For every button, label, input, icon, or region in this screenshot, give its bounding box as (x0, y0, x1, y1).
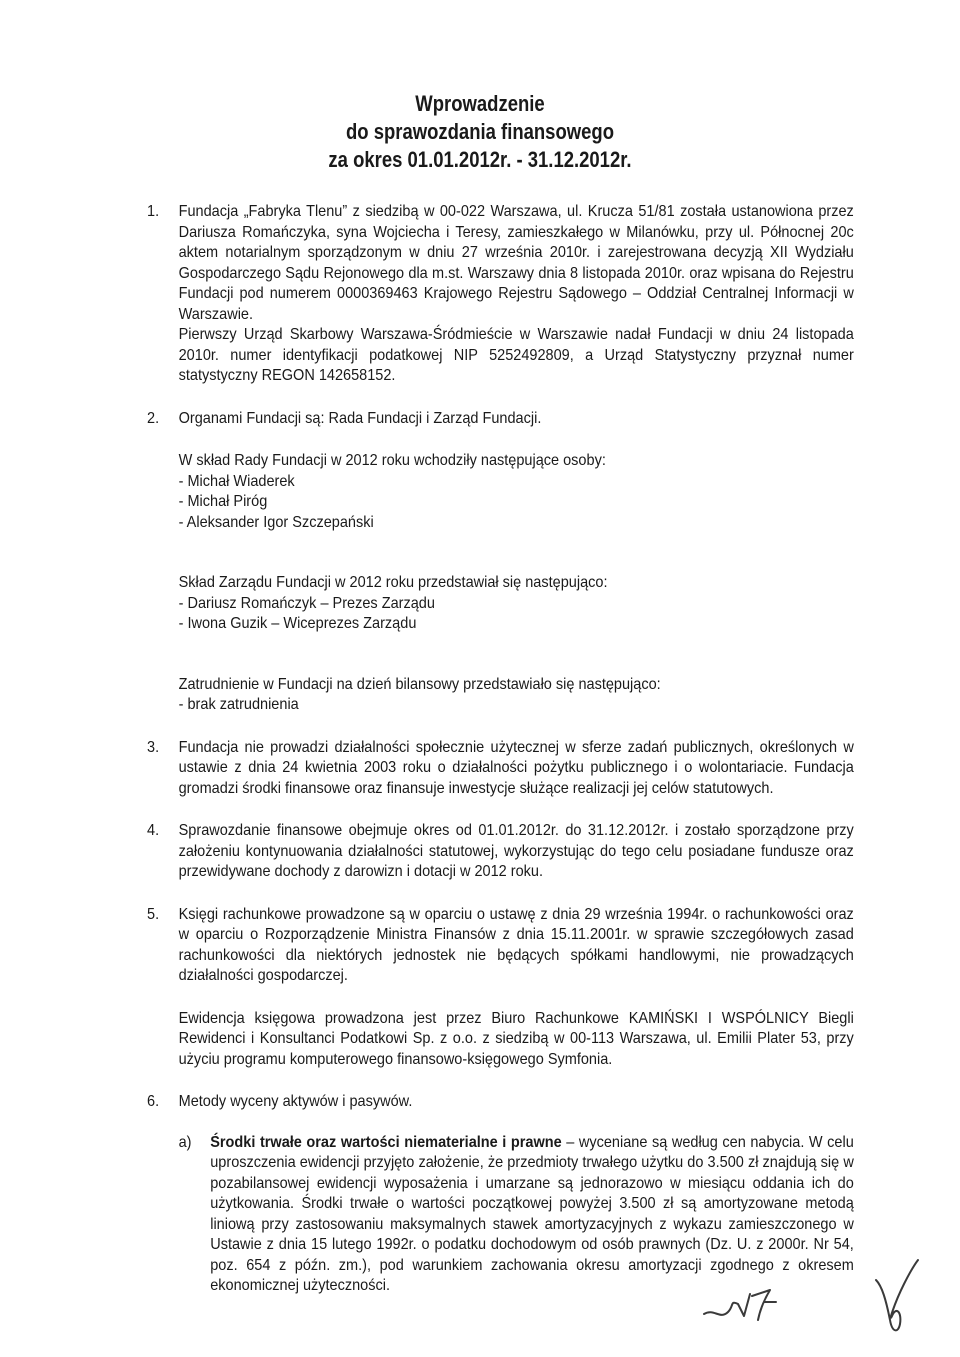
signature-mark (868, 1250, 928, 1340)
subsection-a-body: – wyceniane są według cen nabycia. W celu uproszczenia ewidencji przyjęto założenie, że przedmioty trwałego użytku do 3.500 zł znajdują się w pozabilansowej ewidencji wyposażenia i umarzane są jednorazowo w miesiącu oddania ich do użytkowania. Środki trwałe o wartości początkowej powyżej 3.500 zł są amortyzowane metodą liniową przy zastosowaniu maksymalnych stawek amortyzacyjnych z wykazu zamieszczonego w Ustawie z dnia 15 lutego 1992r. o podatku dochodowym od osób prawnych (Dz. U. z 2000r. Nr 54, poz. 654 z późn. zm.), pod warunkiem zachowania okresu amortyzacji zgodnego z okresem ekonomicznej użyteczności. (210, 1133, 854, 1294)
zarzad-member: - Iwona Guzik – Wiceprezes Zarządu (178, 615, 417, 632)
section-1-number: 1. (147, 203, 160, 220)
section-3-text: Fundacja nie prowadzi działalności społecznie użytecznej w sferze zadań publicznych, określonych w ustawie z dnia 24 kwietnia 2003 roku o działalności pożytku publicznego i o wolontariacie. Fundacja gromadzi środki finansowe oraz finansuje inwestycje służące realizacji jej celów statutowych. (178, 738, 854, 797)
section-6-heading: Metody wyceny aktywów i pasywów. (178, 1093, 413, 1110)
document-title (77, 90, 883, 174)
section-2-number: 2. (147, 409, 160, 427)
section-4-text: Sprawozdanie finansowe obejmuje okres od 01.01.2012r. do 31.12.2012r. i zostało sporządzone przy założeniu kontynuowania działalności statutowej, wykorzystując do tego celu posiadane fundusze oraz przewidywane dochody z darowizn i dotacji w 2012 roku. (178, 822, 854, 880)
section-3-number: 3. (147, 738, 160, 756)
section-5-number: 5. (147, 905, 160, 923)
signature-initials (700, 1280, 790, 1330)
rada-intro: W skład Rady Fundacji w 2012 roku wchodziły następujące osoby: (178, 452, 606, 469)
section-4 (147, 821, 854, 883)
title-line-1: Wprowadzenie (415, 91, 545, 116)
title-line-2: do sprawozdania finansowego (345, 119, 614, 144)
zarzad-intro: Skład Zarządu Fundacji w 2012 roku przedstawiał się następująco: (178, 574, 608, 591)
subsection-a-label: a) (178, 1133, 192, 1151)
section-1-paragraph-2: Pierwszy Urząd Skarbowy Warszawa-Śródmieście w Warszawie nadał Fundacji w dniu 24 listopada 2010r. numer identyfikacji podatkowej NIP 5252492809, a Urząd Statystyczny przyznał numer statystyczny REGON 142658152. (178, 326, 854, 384)
rada-member: - Michał Piróg (178, 493, 268, 510)
document-body (147, 202, 854, 1297)
zatrudnienie-value: - brak zatrudnienia (178, 696, 299, 713)
section-6-number: 6. (147, 1093, 160, 1110)
subsection-a-text (210, 1133, 854, 1297)
section-3 (147, 738, 854, 800)
section-6-subsection-a (179, 1133, 854, 1297)
section-1-paragraph-1: Fundacja „Fabryka Tlenu” z siedzibą w 00-022 Warszawa, ul. Krucza 51/81 została ustanowiona przez Dariusza Romańczyka, syna Wojciecha i Teresy, zamieszkałego w Milanówku, przy ul. Północnej 20c aktem notarialnym sporządzonym w dniu 27 września 2010r. i zarejestrowana decyzją XII Wydziału Gospodarczego Sądu Rejonowego dla m.st. Warszawy dnia 8 listopada 2010r. oraz wpisana do Rejestru Fundacji pod numerem 0000369463 Krajowego Rejestru Sądowego – Oddział Centralnej Informacji w Warszawie. (178, 203, 854, 323)
section-2 (147, 409, 854, 716)
section-1 (147, 202, 854, 387)
subsection-a-lead: Środki trwałe oraz wartości niematerialne i prawne (210, 1133, 562, 1151)
rada-member: - Michał Wiaderek (178, 472, 295, 490)
title-line-3: za okres 01.01.2012r. - 31.12.2012r. (328, 147, 632, 172)
zarzad-member: - Dariusz Romańczyk – Prezes Zarządu (178, 594, 435, 612)
section-5-paragraph-1: Księgi rachunkowe prowadzone są w oparciu o ustawę z dnia 29 września 1994r. o rachunkowości oraz w oparciu o Rozporządzenie Ministra Finansów z dnia 15.11.2001r. w sprawie szczegółowych zasad rachunkowości dla niektórych jednostek nie będących spółkami handlowymi, nie prowadzących działalności gospodarczej. (178, 905, 854, 984)
section-5-paragraph-2: Ewidencja księgowa prowadzona jest przez Biuro Rachunkowe KAMIŃSKI I WSPÓLNICY Biegli Rewidenci i Konsultanci Podatkowi Sp. z o.o. z siedzibą w 00-113 Warszawa, ul. Emilii Plater 53, przy użyciu programu komputerowego finansowo-księgowego Symfonia. (178, 1009, 854, 1068)
section-4-number: 4. (147, 822, 160, 839)
section-6 (147, 1092, 854, 1297)
zatrudnienie-intro: Zatrudnienie w Fundacji na dzień bilansowy przedstawiało się następująco: (178, 675, 661, 693)
rada-member: - Aleksander Igor Szczepański (178, 513, 374, 531)
section-2-heading: Organami Fundacji są: Rada Fundacji i Zarząd Fundacji. (178, 409, 542, 427)
section-5 (147, 905, 854, 1071)
